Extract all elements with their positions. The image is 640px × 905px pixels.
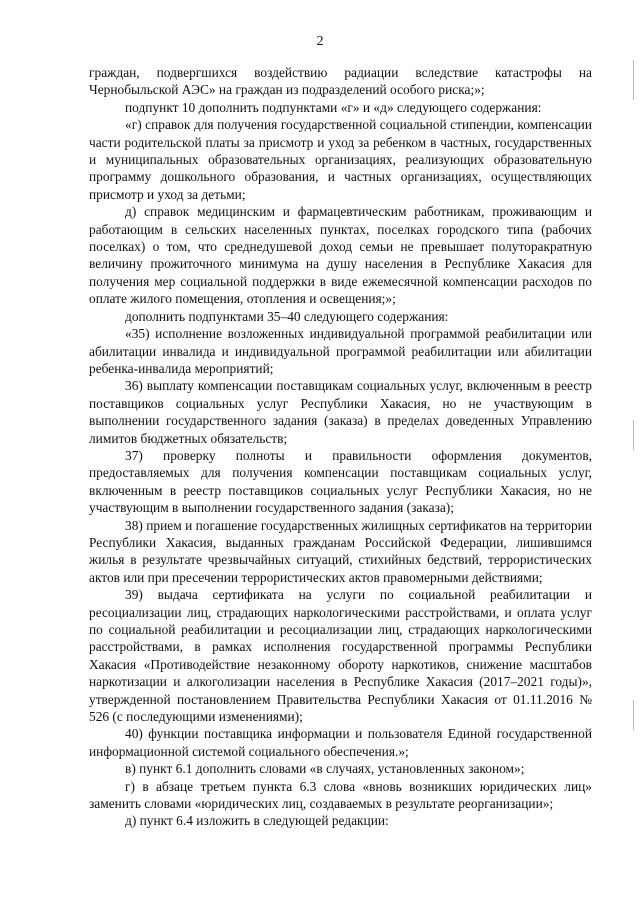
paragraph-continuation: граждан, подвергшихся воздействию радиации вследствие катастрофы на Чернобыльской АЭС» на граждан из подразделений особого риска;»; bbox=[89, 65, 592, 98]
scan-edge-mark bbox=[633, 700, 634, 730]
page-number: 2 bbox=[316, 34, 324, 49]
paragraph-item-35: «35) исполнение возложенных индивидуальной программой реабилитации или абилитации инвалида и индивидуальной программой реабилитации или абилитации ребенка-инвалида мероприятий; bbox=[89, 326, 592, 376]
paragraph-point-d: д) пункт 6.4 изложить в следующей редакции: bbox=[125, 813, 389, 829]
paragraph-item-38: 38) прием и погашение государственных жилищных сертификатов на территории Республики Хакасия, выданных гражданам Российской Федерации, лишившимся жилья в результате чрезвычайных ситуаций, стихийных бедствий, террористических актов или при пресечении террористических актов правомерными действиями; bbox=[89, 517, 592, 585]
paragraph-item-39: 39) выдача сертификата на услуги по социальной реабилитации и ресоциализации лиц, страдающих наркологическими расстройствами, и оплата услуг по социальной реабилитации и ресоциализации лиц, страдающих наркологическими расстройствами, в рамках исполнения государственной программы Республики Хакасия «Противодействие незаконному обороту наркотиков, снижение масштабов наркотизации и алкоголизации населения в Республике Хакасия (2017–2021 годы)», утвержденной постановлением Правительства Республики Хакасия от 01.11.2016 № 526 (с последующими изменениями); bbox=[89, 587, 592, 725]
paragraph-subpoint-10: подпункт 10 дополнить подпунктами «г» и «д» следующего содержания: bbox=[125, 99, 542, 115]
paragraph-item-36: 36) выплату компенсации поставщикам социальных услуг, включенным в реестр поставщиков социальных услуг Республики Хакасия, но не участвующим в выполнении государственного задания (заказа) в пределах доведенных Управлению лимитов бюджетных обязательств; bbox=[89, 378, 592, 446]
document-body bbox=[89, 64, 592, 830]
paragraph-add-35-40: дополнить подпунктами 35–40 следующего содержания: bbox=[125, 308, 449, 324]
paragraph-item-d: д) справок медицинским и фармацевтическим работникам, проживающим и работающим в сельских населенных пунктах, поселках городского типа (рабочих поселках) о том, что среднедушевой доход семьи не превышает полуторакратную величину прожиточного минимума на душу населения в Республике Хакасия для получения мер социальной поддержки в виде ежемесячной компенсации расходов по оплате жилого помещения, отопления и освещения;»; bbox=[89, 204, 592, 307]
paragraph-item-g: «г) справок для получения государственной социальной стипендии, компенсации части родительской платы за присмотр и уход за ребенком в частных, государственных и муниципальных образовательных организациях, реализующих образовательную программу дошкольного образования, и частных организациях, осуществляющих присмотр и уход за детьми; bbox=[89, 117, 592, 202]
paragraph-item-37: 37) проверку полноты и правильности оформления документов, предоставляемых для получения компенсации поставщикам социальных услуг, включенным в реестр поставщиков социальных услуг Республики Хакасия, но не участвующим в выполнении государственного задания (заказа); bbox=[89, 447, 592, 516]
paragraph-point-v: в) пункт 6.1 дополнить словами «в случаях, установленных законом»; bbox=[125, 761, 525, 777]
paragraph-item-40: 40) функции поставщика информации и пользователя Единой государственной информационной системой социального обеспечения.»; bbox=[89, 726, 592, 759]
scan-edge-mark bbox=[633, 60, 634, 100]
paragraph-point-g: г) в абзаце третьем пункта 6.3 слова «вновь возникших юридических лиц» заменить словами «юридических лиц, создаваемых в результате реорганизации»; bbox=[89, 778, 592, 812]
scan-edge-mark bbox=[633, 420, 634, 450]
